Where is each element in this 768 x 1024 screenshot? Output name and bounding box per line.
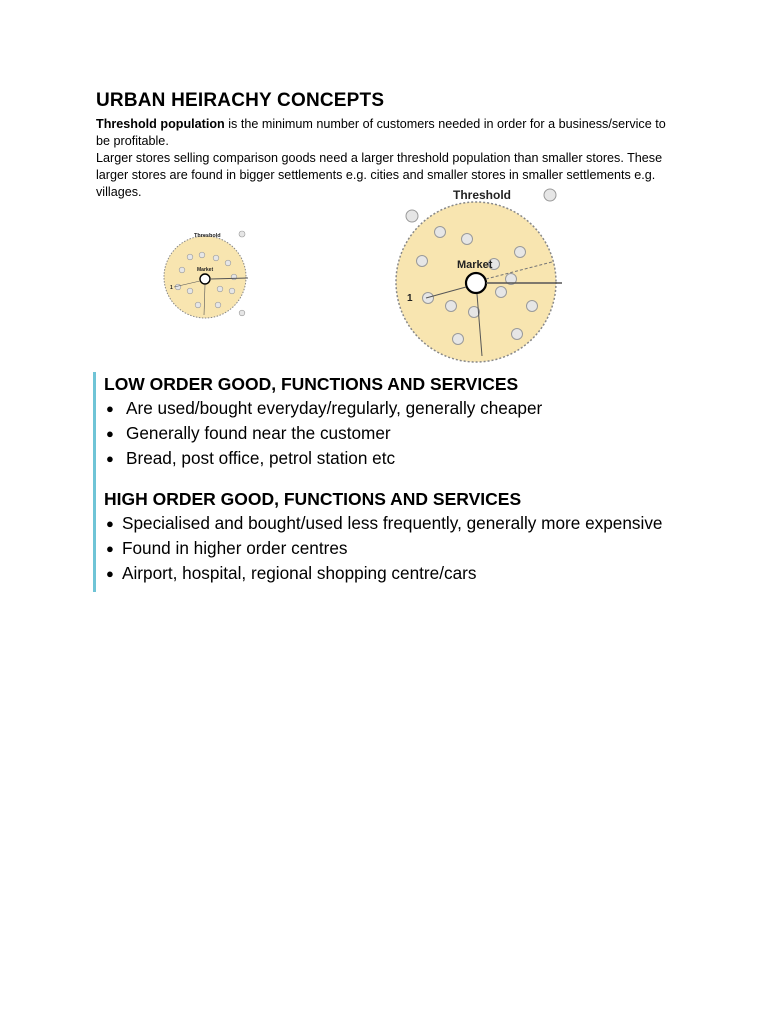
low-order-list — [104, 396, 704, 471]
large-customer-number: 1 — [407, 293, 413, 304]
large-threshold-diagram — [390, 184, 570, 364]
threshold-term: Threshold population — [96, 117, 225, 131]
threshold-definition-rest: is the minimum number of customers needed in order for a business/service to be profitable. — [96, 117, 666, 148]
low-order-heading: LOW ORDER GOOD, FUNCTIONS AND SERVICES — [104, 374, 519, 394]
list-item — [104, 421, 704, 446]
list-item-text: Specialised and bought/used less frequently, generally more expensive — [122, 513, 663, 533]
large-customer-dot — [515, 247, 526, 258]
threshold-definition — [96, 116, 676, 150]
small-customer-dot — [225, 260, 231, 266]
large-customer-dot — [423, 293, 434, 304]
small-customer-dot — [179, 267, 185, 273]
high-order-list — [104, 511, 704, 586]
list-item-text: Are used/bought everyday/regularly, generally cheaper — [126, 398, 543, 418]
list-item — [104, 396, 704, 421]
small-customer-dot — [199, 252, 205, 258]
large-customer-dot — [462, 234, 473, 245]
list-item — [104, 511, 704, 536]
list-item — [104, 446, 704, 471]
bullet-icon: ● — [106, 401, 114, 416]
bullet-icon: ● — [106, 541, 114, 556]
intro-text — [96, 116, 676, 201]
bullet-icon: ● — [106, 426, 114, 441]
large-threshold-label: Threshold — [453, 188, 512, 202]
large-customer-dot — [512, 329, 523, 340]
list-item — [104, 536, 704, 561]
small-customer-dot — [239, 310, 245, 316]
order-goods-section — [93, 372, 704, 592]
high-order-heading: HIGH ORDER GOOD, FUNCTIONS AND SERVICES — [104, 489, 522, 509]
section-spacer — [104, 471, 704, 487]
small-market-label: Market — [197, 267, 214, 273]
list-item-text: Generally found near the customer — [126, 423, 391, 443]
list-item-text: Bread, post office, petrol station etc — [126, 448, 396, 468]
small-customer-number: 1 — [170, 285, 173, 291]
small-customer-dot — [215, 302, 221, 308]
list-item-text: Found in higher order centres — [122, 538, 348, 558]
small-customer-dot — [213, 255, 219, 261]
threshold-explanation: Larger stores selling comparison goods need a larger threshold population than smaller stores. These larger stores are found in bigger settlements e.g. cities and smaller stores in smaller settlements e.g. villages. — [96, 151, 663, 199]
large-customer-dot — [527, 301, 538, 312]
document-title: URBAN HEIRACHY CONCEPTS — [96, 90, 385, 111]
large-customer-dot — [435, 227, 446, 238]
small-threshold-diagram — [160, 225, 255, 325]
small-customer-dot — [187, 288, 193, 294]
large-customer-dot — [417, 256, 428, 267]
small-customer-dot — [187, 254, 193, 260]
large-customer-dot — [496, 287, 507, 298]
list-item-text: Airport, hospital, regional shopping centre/cars — [122, 563, 477, 583]
large-market-center — [466, 273, 486, 293]
bullet-icon: ● — [106, 516, 114, 531]
large-market-label: Market — [457, 259, 493, 271]
small-customer-dot — [231, 274, 237, 280]
small-customer-dot — [175, 284, 181, 290]
small-customer-dot — [229, 288, 235, 294]
bullet-icon: ● — [106, 451, 114, 466]
large-customer-dot — [446, 301, 457, 312]
small-customer-dot — [217, 286, 223, 292]
bullet-icon: ● — [106, 566, 114, 581]
large-outer-dot — [406, 210, 418, 222]
large-outer-dot — [544, 189, 556, 201]
large-customer-dot — [453, 334, 464, 345]
small-threshold-label: Threshold — [194, 233, 221, 239]
small-market-center — [200, 274, 210, 284]
list-item — [104, 561, 704, 586]
small-customer-dot — [195, 302, 201, 308]
small-outer-dot — [239, 231, 245, 237]
